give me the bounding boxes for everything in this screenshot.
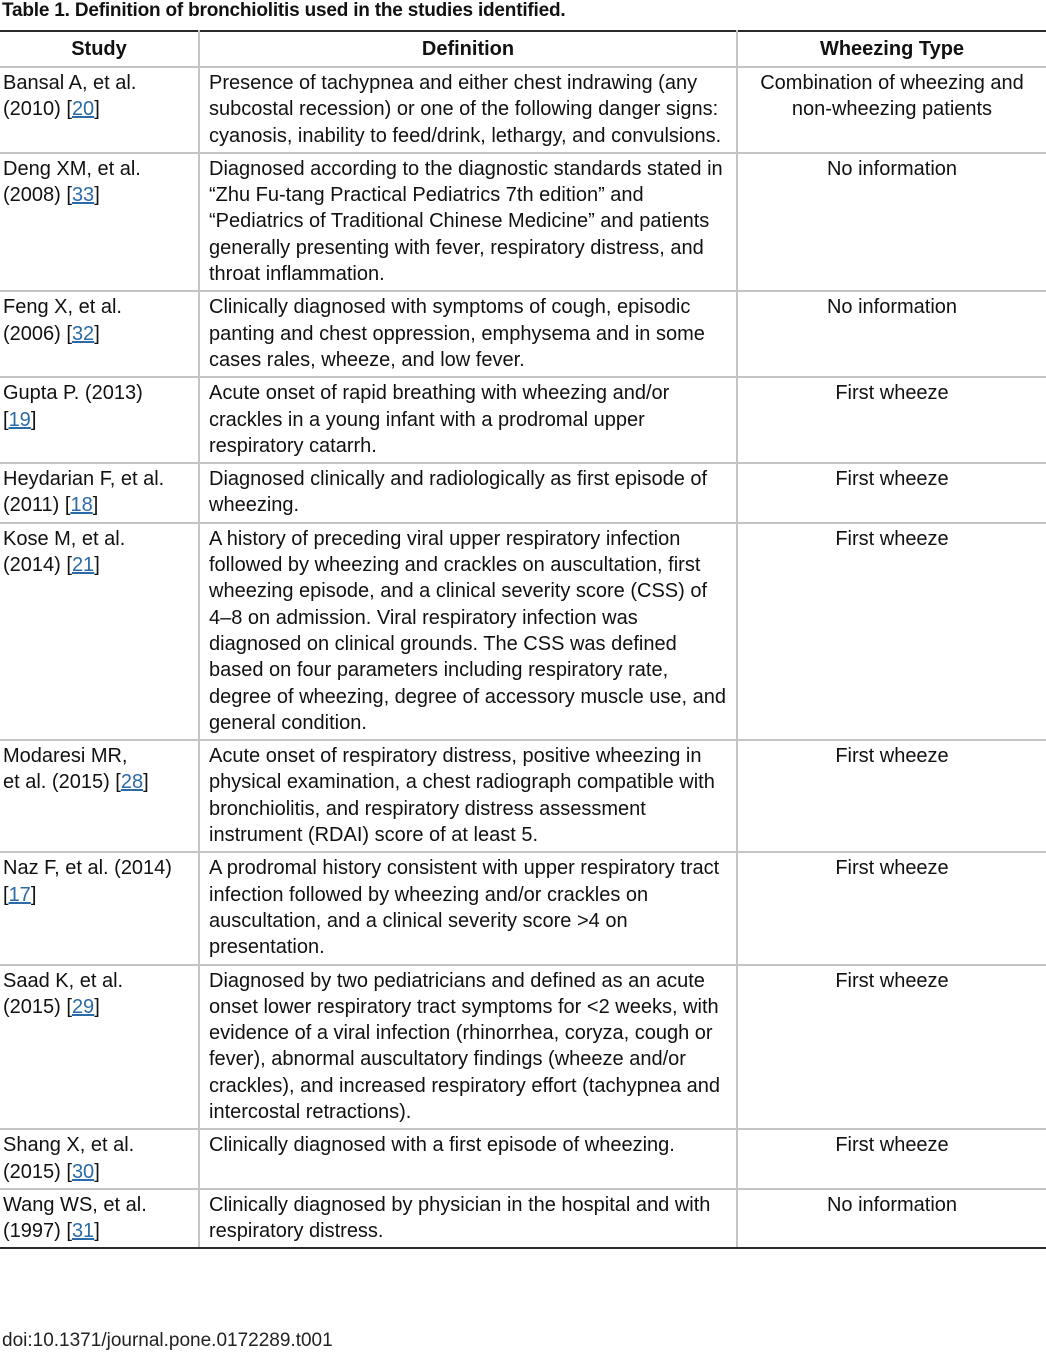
- definition-cell: Clinically diagnosed with symptoms of cough, episodic panting and chest oppression, emphysema and in some cases rales, wheeze, and low fever.: [199, 291, 737, 377]
- definition-cell: Diagnosed according to the diagnostic standards stated in “Zhu Fu-tang Practical Pediatrics 7th edition” and “Pediatrics of Traditional Chinese Medicine” and patients generally presenting with fever, respiratory distress, and throat inflammation.: [199, 153, 737, 291]
- reference-bracket-close: ]: [92, 494, 99, 517]
- study-author: Heydarian F, et al.: [3, 468, 165, 491]
- definition-cell: A history of preceding viral upper respiratory infection followed by wheezing and crackles on auscultation, first wheezing episode, and a clinical severity score (CSS) of 4–8 on admission. Viral respiratory infection was diagnosed on clinical grounds. The CSS was defined based on four parameters including respiratory rate, degree of wheezing, degree of accessory muscle use, and general condition.: [199, 523, 737, 740]
- table-row: [0, 523, 1046, 740]
- reference-bracket-close: ]: [30, 883, 37, 906]
- reference-link[interactable]: 32: [71, 322, 95, 345]
- reference-link[interactable]: 31: [71, 1220, 95, 1243]
- study-cell: [0, 523, 199, 740]
- study-year: (2011) [: [3, 494, 71, 517]
- table-row: [0, 153, 1046, 291]
- study-author: Shang X, et al.: [3, 1134, 135, 1157]
- study-cell: [0, 740, 199, 852]
- table-row: [0, 852, 1046, 964]
- study-author: Naz F, et al. (2014): [3, 857, 172, 880]
- wheezing-type-cell: First wheeze: [737, 965, 1046, 1130]
- study-cell: [0, 1189, 199, 1249]
- column-header-definition: Definition: [199, 31, 737, 67]
- study-author: Bansal A, et al.: [3, 72, 137, 94]
- bronchiolitis-definitions-table: [0, 30, 1046, 1249]
- definition-cell: Diagnosed by two pediatricians and defined as an acute onset lower respiratory tract symptoms for <2 weeks, with evidence of a viral infection (rhinorrhea, coryza, cough or fever), abnormal auscultatory findings (wheeze and/or crackles), and increased respiratory effort (tachypnea and intercostal retractions).: [199, 965, 737, 1130]
- definition-cell: Clinically diagnosed by physician in the hospital and with respiratory distress.: [199, 1189, 737, 1249]
- study-year: (2008) [: [3, 184, 72, 207]
- study-cell: [0, 377, 199, 463]
- study-year: (2015) [: [3, 1160, 72, 1183]
- reference-link[interactable]: 30: [71, 1160, 95, 1183]
- wheezing-type-cell: No information: [737, 1189, 1046, 1249]
- wheezing-type-cell: First wheeze: [737, 377, 1046, 463]
- reference-link[interactable]: 21: [71, 554, 95, 577]
- wheezing-type-cell: Combination of wheezing and non-wheezing patients: [737, 67, 1046, 153]
- definition-cell: Presence of tachypnea and either chest indrawing (any subcostal recession) or one of the following danger signs: cyanosis, inability to feed/drink, lethargy, and convulsions.: [199, 67, 737, 153]
- reference-link[interactable]: 33: [71, 184, 95, 207]
- wheezing-type-cell: First wheeze: [737, 852, 1046, 964]
- reference-link[interactable]: 29: [71, 995, 95, 1018]
- reference-link[interactable]: 17: [8, 883, 31, 906]
- wheezing-type-cell: No information: [737, 153, 1046, 291]
- study-author: Wang WS, et al.: [3, 1193, 147, 1216]
- column-header-study: Study: [0, 31, 199, 67]
- definition-cell: Acute onset of rapid breathing with wheezing and/or crackles in a young infant with a prodromal upper respiratory catarrh.: [199, 377, 737, 463]
- definition-cell: Clinically diagnosed with a first episode of wheezing.: [199, 1129, 737, 1189]
- definition-cell: A prodromal history consistent with upper respiratory tract infection followed by wheezing and/or crackles on auscultation, and a clinical severity score >4 on presentation.: [199, 852, 737, 964]
- study-author: Deng XM, et al.: [3, 157, 141, 180]
- reference-link[interactable]: 19: [8, 408, 31, 431]
- table-row: [0, 463, 1046, 523]
- table-row: [0, 965, 1046, 1130]
- study-year: (2015) [: [3, 995, 72, 1018]
- definition-cell: Acute onset of respiratory distress, positive wheezing in physical examination, a chest radiograph compatible with bronchiolitis, and respiratory distress assessment instrument (RDAI) score of at least 5.: [199, 740, 737, 852]
- table-header-row: [0, 31, 1046, 67]
- reference-bracket-close: ]: [94, 322, 100, 345]
- reference-bracket-close: ]: [94, 554, 100, 577]
- column-header-wheezing-type: Wheezing Type: [737, 31, 1046, 67]
- study-year: (2014) [: [3, 554, 72, 577]
- reference-bracket-close: ]: [94, 98, 100, 121]
- study-cell: [0, 463, 199, 523]
- study-year: (2006) [: [3, 322, 72, 345]
- wheezing-type-cell: First wheeze: [737, 740, 1046, 852]
- study-author: Gupta P. (2013): [3, 382, 143, 405]
- study-year: [: [3, 408, 9, 431]
- study-author: Feng X, et al.: [3, 296, 122, 319]
- study-year: et al. (2015) [: [3, 771, 121, 794]
- table-row: [0, 291, 1046, 377]
- table-row: [0, 67, 1046, 153]
- study-year: (1997) [: [3, 1220, 72, 1243]
- study-cell: [0, 965, 199, 1130]
- study-cell: [0, 1129, 199, 1189]
- reference-link[interactable]: 20: [71, 98, 95, 121]
- reference-bracket-close: ]: [143, 771, 149, 794]
- study-cell: [0, 67, 199, 153]
- reference-link[interactable]: 18: [70, 494, 93, 517]
- definition-cell: Diagnosed clinically and radiologically as first episode of wheezing.: [199, 463, 737, 523]
- wheezing-type-cell: No information: [737, 291, 1046, 377]
- table-row: [0, 740, 1046, 852]
- reference-bracket-close: ]: [94, 995, 100, 1018]
- doi-label: doi:10.1371/journal.pone.0172289.t001: [2, 1330, 333, 1351]
- study-cell: [0, 153, 199, 291]
- reference-bracket-close: ]: [94, 1160, 100, 1183]
- table-row: [0, 1189, 1046, 1249]
- study-author: Saad K, et al.: [3, 969, 124, 992]
- reference-bracket-close: ]: [94, 1220, 100, 1243]
- wheezing-type-cell: First wheeze: [737, 523, 1046, 740]
- table-row: [0, 1129, 1046, 1189]
- reference-bracket-close: ]: [94, 184, 100, 207]
- study-year: (2010) [: [3, 98, 72, 121]
- table-row: [0, 377, 1046, 463]
- wheezing-type-cell: First wheeze: [737, 1129, 1046, 1189]
- study-cell: [0, 291, 199, 377]
- study-author: Kose M, et al.: [3, 527, 126, 550]
- reference-bracket-close: ]: [30, 408, 37, 431]
- study-author: Modaresi MR,: [3, 745, 128, 768]
- wheezing-type-cell: First wheeze: [737, 463, 1046, 523]
- reference-link[interactable]: 28: [120, 771, 144, 794]
- study-year: [: [3, 883, 9, 906]
- table-caption: Table 1. Definition of bronchiolitis used in the studies identified.: [2, 0, 566, 21]
- study-cell: [0, 852, 199, 964]
